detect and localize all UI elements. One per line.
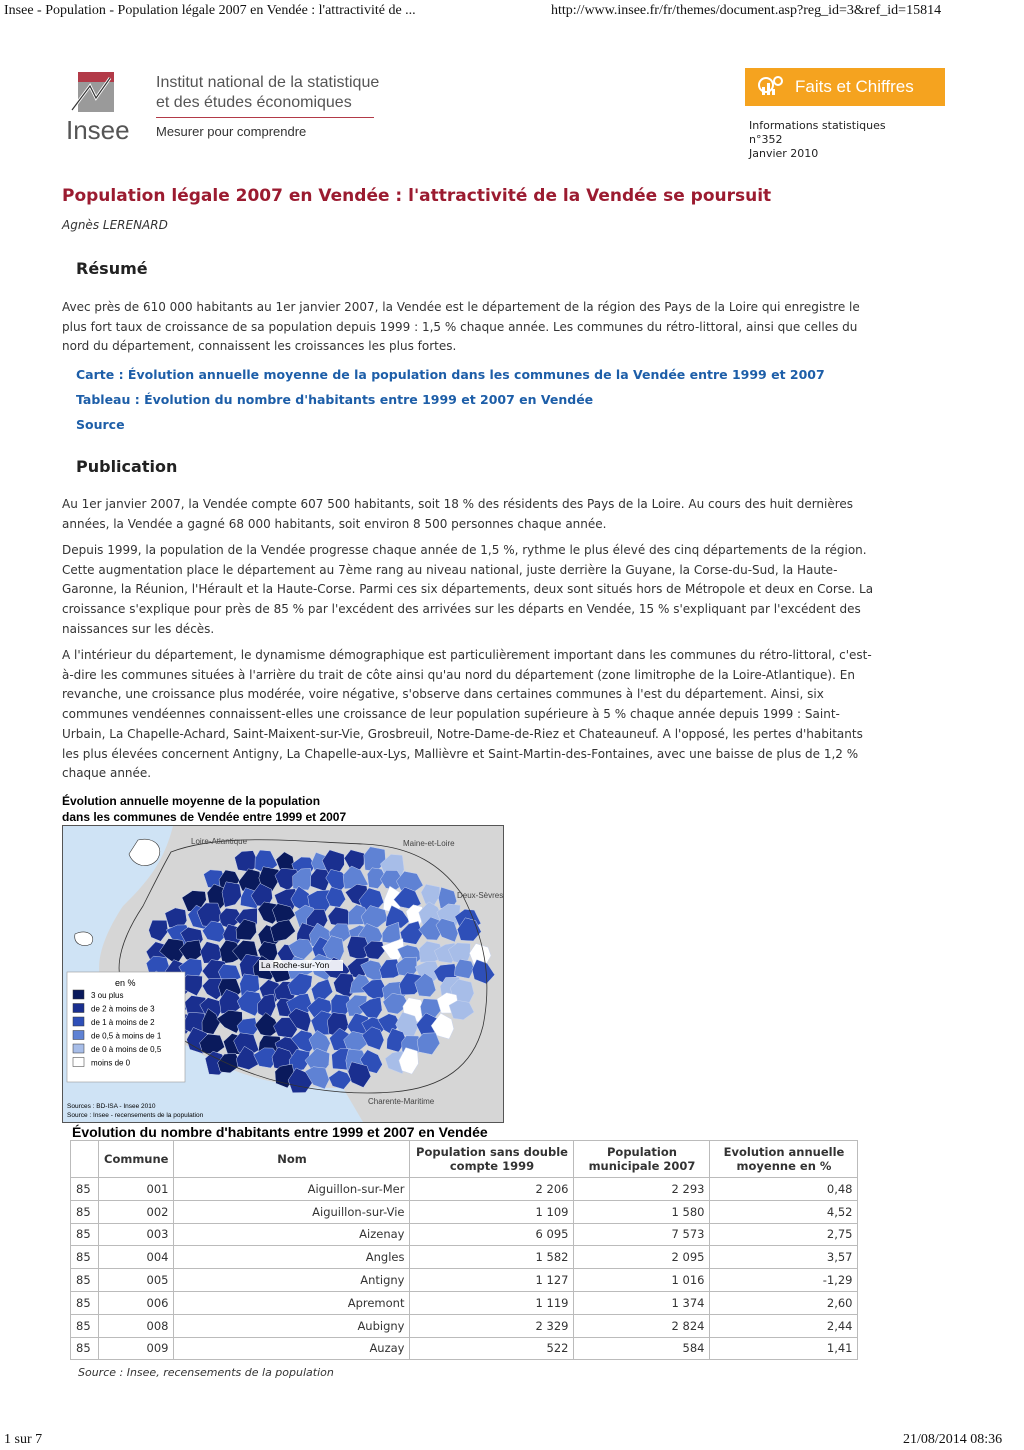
table-cell: 2,60	[710, 1291, 858, 1314]
map-caption-line2: dans les communes de Vendée entre 1999 et 2007	[62, 810, 347, 824]
table-header-cell: Evolution annuelle moyenne en %	[710, 1141, 858, 1178]
link-tableau[interactable]: Tableau : Évolution du nombre d'habitants entre 1999 et 2007 en Vendée	[76, 392, 594, 407]
table-cell: -1,29	[710, 1269, 858, 1292]
info-date: Janvier 2010	[749, 147, 819, 160]
legend-title: en %	[115, 978, 136, 988]
table-row	[71, 1291, 858, 1314]
table-cell: 009	[99, 1337, 174, 1360]
table-cell: 1 109	[410, 1200, 574, 1223]
table-header-row	[71, 1141, 858, 1178]
table-caption: Évolution du nombre d'habitants entre 1999 et 2007 en Vendée	[72, 1124, 488, 1140]
legend-label: de 0 à moins de 0,5	[91, 1045, 162, 1054]
table-cell: 004	[99, 1246, 174, 1269]
legend-label: 3 ou plus	[91, 991, 124, 1000]
table-cell: Apremont	[174, 1291, 410, 1314]
resume-text: Avec près de 610 000 habitants au 1er janvier 2007, la Vendée est le département de la région des Pays de la Loire qui enregistre le plus fort taux de croissance de sa population depuis 1999 : 1,5 % chaque année. Les communes du rétro-littoral, ainsi que celles du nord du département, connaissent les croissances les plus fortes.	[62, 300, 860, 354]
table-cell: 1 127	[410, 1269, 574, 1292]
table-header-cell: Nom	[174, 1141, 410, 1178]
table-cell: Aiguillon-sur-Mer	[174, 1178, 410, 1201]
map-credit-2: Source : Insee - recensements de la population	[67, 1112, 204, 1119]
table-cell: 006	[99, 1291, 174, 1314]
legend-label: de 2 à moins de 3	[91, 1004, 155, 1014]
info-number: n°352	[749, 133, 783, 146]
map-label-city: La Roche-sur-Yon	[261, 960, 330, 970]
table-cell: 85	[71, 1178, 99, 1201]
table-cell: 1 119	[410, 1291, 574, 1314]
table-cell: Aizenay	[174, 1223, 410, 1246]
table-cell: 001	[99, 1178, 174, 1201]
legend-swatch	[73, 990, 84, 999]
table-row	[71, 1337, 858, 1360]
legend-swatch	[73, 1017, 84, 1026]
brand-name: Insee	[66, 115, 130, 145]
publication-info	[749, 119, 886, 161]
table-header-cell: Population municipale 2007	[574, 1141, 710, 1178]
legend-label: de 1 à moins de 2	[91, 1018, 155, 1027]
vendee-map-figure	[63, 826, 503, 1122]
table-source: Source : Insee, recensements de la population	[78, 1366, 334, 1379]
legend-label: moins de 0	[91, 1058, 131, 1068]
print-header-title: Insee - Population - Population légale 2007 en Vendée : l'attractivité de ...	[4, 3, 416, 18]
table-cell: 584	[574, 1337, 710, 1360]
table-cell: 1,41	[710, 1337, 858, 1360]
link-source[interactable]: Source	[76, 417, 125, 432]
table-row	[71, 1246, 858, 1269]
table-row	[71, 1223, 858, 1246]
table-cell: 85	[71, 1200, 99, 1223]
table-cell: 1 582	[410, 1246, 574, 1269]
org-name-line1: Institut national de la statistique	[156, 74, 380, 91]
table-row	[71, 1178, 858, 1201]
legend-swatch	[73, 1004, 84, 1013]
link-carte[interactable]: Carte : Évolution annuelle moyenne de la population dans les communes de la Vendée entre 1999 et 2007	[76, 367, 825, 382]
table-cell: Auzay	[174, 1337, 410, 1360]
table-cell: 2,75	[710, 1223, 858, 1246]
info-series: Informations statistiques	[749, 119, 886, 132]
table-cell: 4,52	[710, 1200, 858, 1223]
table-cell: Aubigny	[174, 1314, 410, 1337]
table-cell: 2,44	[710, 1314, 858, 1337]
table-row	[71, 1200, 858, 1223]
table-cell: 002	[99, 1200, 174, 1223]
table-row	[71, 1269, 858, 1292]
faits-et-chiffres-badge[interactable]	[745, 68, 945, 106]
print-footer-datetime: 21/08/2014 08:36	[903, 1432, 1003, 1447]
table-cell: Angles	[174, 1246, 410, 1269]
print-footer-page: 1 sur 7	[4, 1432, 43, 1447]
publication-paragraph-1: Au 1er janvier 2007, la Vendée compte 607 500 habitants, soit 18 % des résidents des Pays de la Loire. Au cours des huit dernières années, la Vendée a gagné 68 000 habitants, soit environ 8 500 personnes chaque année.	[62, 497, 854, 531]
table-row	[71, 1314, 858, 1337]
legend-swatch	[73, 1044, 84, 1053]
table-cell: 0,48	[710, 1178, 858, 1201]
population-map	[62, 825, 504, 1123]
legend-swatch	[73, 1031, 84, 1040]
table-cell: 1 580	[574, 1200, 710, 1223]
table-cell: Antigny	[174, 1269, 410, 1292]
org-name-line2: et des études économiques	[156, 94, 352, 111]
table-cell: 2 206	[410, 1178, 574, 1201]
table-cell: 008	[99, 1314, 174, 1337]
table-header-cell: Population sans double compte 1999	[410, 1141, 574, 1178]
table-cell: 2 824	[574, 1314, 710, 1337]
table-header-cell: Commune	[99, 1141, 174, 1178]
table-cell: 85	[71, 1223, 99, 1246]
table-cell: 2 293	[574, 1178, 710, 1201]
table-cell: 7 573	[574, 1223, 710, 1246]
legend-label: de 0,5 à moins de 1	[91, 1031, 162, 1041]
resume-heading: Résumé	[76, 259, 148, 278]
map-label-maine-et-loire: Maine-et-Loire	[403, 839, 455, 848]
insee-emblem-icon	[70, 70, 116, 116]
table-cell: 522	[410, 1337, 574, 1360]
table-cell: 85	[71, 1337, 99, 1360]
table-cell: 3,57	[710, 1246, 858, 1269]
table-header-cell	[71, 1141, 99, 1178]
map-label-charente-maritime: Charente-Maritime	[368, 1097, 435, 1106]
table-body	[71, 1178, 858, 1360]
publication-heading: Publication	[76, 457, 178, 476]
logo-divider	[156, 117, 374, 118]
table-cell: 2 329	[410, 1314, 574, 1337]
author: Agnès LERENARD	[62, 218, 168, 232]
table-cell: 85	[71, 1314, 99, 1337]
map-label-deux-sevres: Deux-Sèvres	[457, 891, 503, 900]
table-cell: 005	[99, 1269, 174, 1292]
publication-paragraph-3: A l'intérieur du département, le dynamisme démographique est particulièrement important dans les communes du rétro-littoral, c'est-à-dire les communes situées à l'arrière du trait de côte ainsi qu'au nord du département (zone limitrophe de la Loire-Atlantique). En revanche, une croissance plus modérée, voire négative, s'observe dans certaines communes à l'est du département. Ainsi, six communes vendéennes connaissent-elles une croissance de leur population supérieure à 5 % chaque année depuis 1999 : Saint-Urbain, La Chapelle-Achard, Saint-Maixent-sur-Vie, Grosbreuil, Notre-Dame-de-Riez et Chateauneuf. A l'opposé, les pertes d'habitants les plus élevées concernent Antigny, La Chapelle-aux-Lys, Mallièvre et Saint-Martin-des-Fontaines, avec une baisse de plus de 1,2 % chaque année.	[62, 648, 872, 781]
faits-et-chiffres-label: Faits et Chiffres	[795, 77, 914, 96]
map-caption	[62, 793, 346, 825]
map-label-loire-atlantique: Loire-Atlantique	[191, 837, 248, 846]
table-cell: 2 095	[574, 1246, 710, 1269]
chart-bubbles-icon	[757, 73, 787, 101]
table-cell: 85	[71, 1269, 99, 1292]
table-cell: 1 016	[574, 1269, 710, 1292]
publication-paragraph-2: Depuis 1999, la population de la Vendée progresse chaque année de 1,5 %, rythme le plus élevé des cinq départements de la région. Cette augmentation place le département au 7ème rang au niveau national, juste derrière la Guyane, la Corse-du-Sud, la Haute-Garonne, la Réunion, l'Hérault et la Haute-Corse. Parmi ces six départements, deux sont situés hors de Métropole et deux en Corse. La croissance s'explique pour près de 85 % par l'excédent des arrivées sur les départs en Vendée, 15 % s'expliquant par l'excédent des naissances sur les décès.	[62, 543, 874, 636]
table-cell: 003	[99, 1223, 174, 1246]
table-cell: Aiguillon-sur-Vie	[174, 1200, 410, 1223]
legend-swatch	[73, 1058, 84, 1067]
print-header-url: http://www.insee.fr/fr/themes/document.asp?reg_id=3&ref_id=15814	[551, 3, 942, 18]
map-credit-1: Sources : BD-ISA - Insee 2010	[67, 1103, 156, 1110]
population-table	[70, 1140, 858, 1360]
map-caption-line1: Évolution annuelle moyenne de la population	[62, 794, 321, 808]
tagline: Mesurer pour comprendre	[156, 124, 307, 139]
table-cell: 6 095	[410, 1223, 574, 1246]
table-cell: 1 374	[574, 1291, 710, 1314]
table-cell: 85	[71, 1246, 99, 1269]
table-cell: 85	[71, 1291, 99, 1314]
insee-logo[interactable]	[62, 66, 382, 146]
page-title: Population légale 2007 en Vendée : l'attractivité de la Vendée se poursuit	[62, 186, 772, 206]
